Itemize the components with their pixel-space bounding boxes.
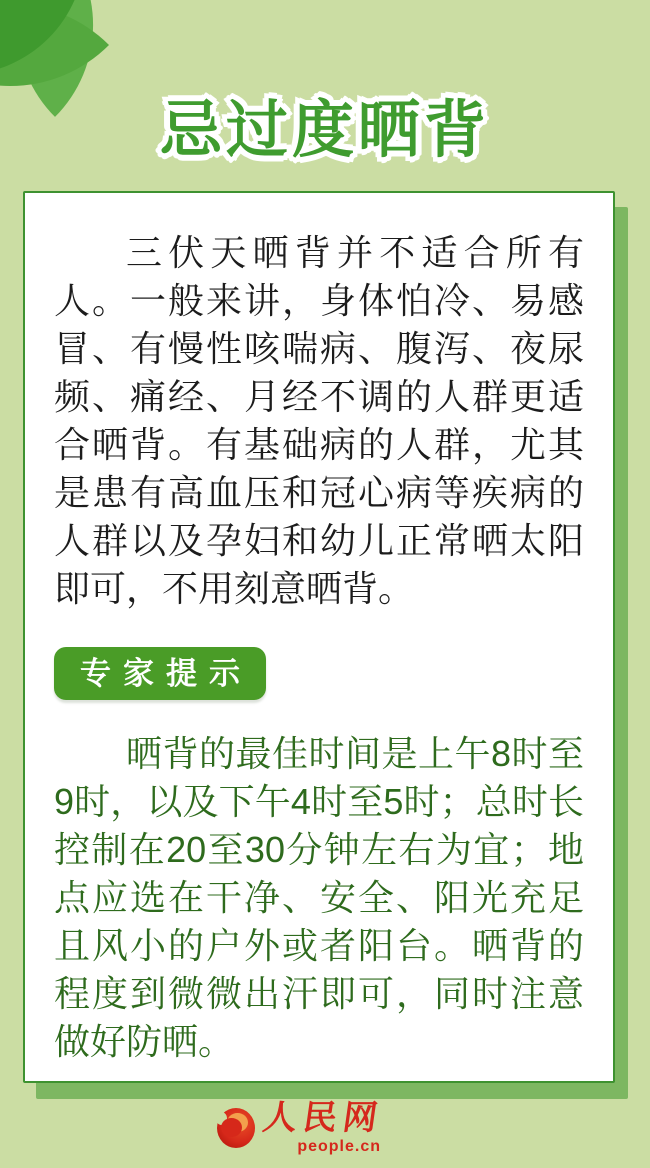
people-cn-logo xyxy=(260,1099,386,1155)
expert-tip-paragraph: 晒背的最佳时间是上午8时至9时，以及下午4时至5时；总时长控制在20至30分钟左右为宜；地点应选在干净、安全、阳光充足且风小的户外或者阳台。晒背的程度到微微出汗即可，同时注意做好防晒。 xyxy=(54,733,584,1062)
footer xyxy=(0,1096,625,1160)
people-cn-logo-text: 人民网 xyxy=(260,1099,386,1138)
expert-tip-badge: 专家提示 xyxy=(54,647,266,700)
content-card xyxy=(23,191,615,1083)
logo-notch xyxy=(216,1112,227,1125)
page-title: 忌过度晒背 xyxy=(159,96,490,165)
people-cn-logo-icon xyxy=(217,1108,255,1148)
intro-paragraph: 三伏天晒背并不适合所有人。一般来讲，身体怕冷、易感冒、有慢性咳喘病、腹泻、夜尿频、痛经、月经不调的人群更适合晒背。有基础病的人群，尤其是患有高血压和冠心病等疾病的人群以及孕妇和幼儿正常晒太阳即可，不用刻意晒背。 xyxy=(54,232,584,609)
people-cn-logo-domain: people.cn xyxy=(297,1137,381,1155)
